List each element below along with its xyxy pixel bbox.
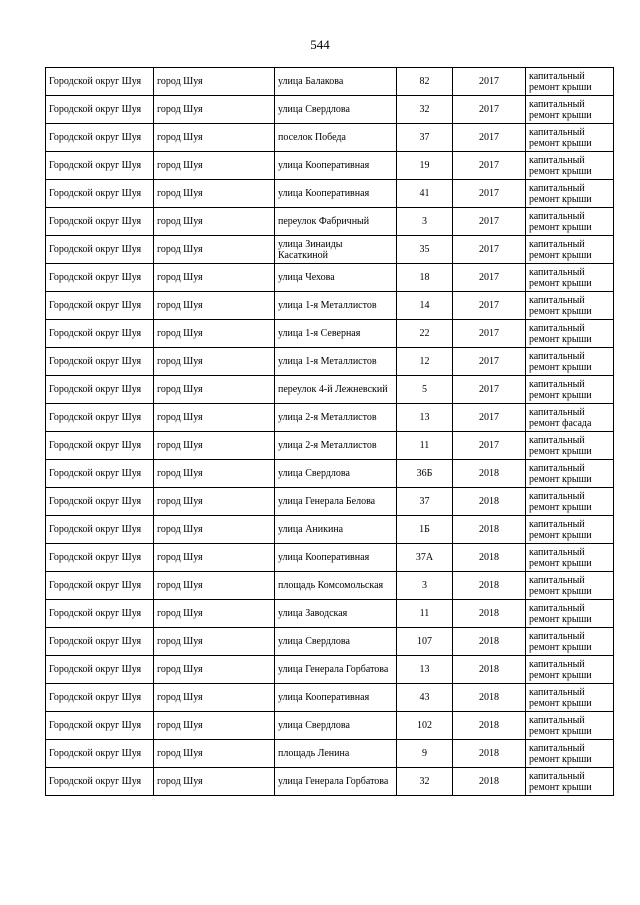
cell-street: улица 2-я Металлистов <box>275 404 397 432</box>
cell-year: 2018 <box>453 600 526 628</box>
cell-city: город Шуя <box>154 516 275 544</box>
cell-house-number: 3 <box>397 208 453 236</box>
page-number: 544 <box>310 37 330 52</box>
cell-street: улица Генерала Горбатова <box>275 656 397 684</box>
cell-street: улица Кооперативная <box>275 152 397 180</box>
cell-year: 2017 <box>453 208 526 236</box>
table-row <box>46 768 614 796</box>
cell-district: Городской округ Шуя <box>46 68 154 96</box>
cell-city: город Шуя <box>154 712 275 740</box>
cell-year: 2018 <box>453 516 526 544</box>
cell-district: Городской округ Шуя <box>46 628 154 656</box>
cell-city: город Шуя <box>154 320 275 348</box>
cell-work-type: капитальный ремонт крыши <box>526 236 614 264</box>
cell-work-type: капитальный ремонт крыши <box>526 768 614 796</box>
cell-street: улица Чехова <box>275 264 397 292</box>
table-row <box>46 628 614 656</box>
cell-work-type: капитальный ремонт крыши <box>526 740 614 768</box>
cell-street: поселок Победа <box>275 124 397 152</box>
cell-city: город Шуя <box>154 684 275 712</box>
cell-city: город Шуя <box>154 292 275 320</box>
cell-district: Городской округ Шуя <box>46 208 154 236</box>
table-row <box>46 544 614 572</box>
table-row <box>46 656 614 684</box>
cell-district: Городской округ Шуя <box>46 348 154 376</box>
cell-city: город Шуя <box>154 124 275 152</box>
cell-work-type: капитальный ремонт крыши <box>526 180 614 208</box>
cell-work-type: капитальный ремонт крыши <box>526 264 614 292</box>
cell-year: 2018 <box>453 768 526 796</box>
cell-street: улица Свердлова <box>275 96 397 124</box>
cell-district: Городской округ Шуя <box>46 656 154 684</box>
cell-city: город Шуя <box>154 740 275 768</box>
table-row <box>46 124 614 152</box>
cell-work-type: капитальный ремонт крыши <box>526 376 614 404</box>
table-row <box>46 600 614 628</box>
cell-year: 2018 <box>453 460 526 488</box>
cell-street: улица Аникина <box>275 516 397 544</box>
cell-district: Городской округ Шуя <box>46 292 154 320</box>
cell-street: улица Генерала Горбатова <box>275 768 397 796</box>
table-row <box>46 740 614 768</box>
table-row <box>46 208 614 236</box>
cell-year: 2017 <box>453 376 526 404</box>
cell-work-type: капитальный ремонт крыши <box>526 348 614 376</box>
cell-district: Городской округ Шуя <box>46 460 154 488</box>
table-row <box>46 460 614 488</box>
cell-house-number: 1Б <box>397 516 453 544</box>
cell-work-type: капитальный ремонт крыши <box>526 320 614 348</box>
table-row <box>46 376 614 404</box>
cell-street: улица 1-я Северная <box>275 320 397 348</box>
cell-year: 2017 <box>453 96 526 124</box>
cell-work-type: капитальный ремонт крыши <box>526 712 614 740</box>
cell-city: город Шуя <box>154 376 275 404</box>
cell-year: 2017 <box>453 124 526 152</box>
cell-city: город Шуя <box>154 544 275 572</box>
cell-year: 2018 <box>453 488 526 516</box>
cell-year: 2018 <box>453 740 526 768</box>
cell-street: площадь Комсомольская <box>275 572 397 600</box>
cell-district: Городской округ Шуя <box>46 236 154 264</box>
housing-repair-table <box>45 67 614 796</box>
cell-house-number: 35 <box>397 236 453 264</box>
cell-work-type: капитальный ремонт крыши <box>526 292 614 320</box>
cell-year: 2017 <box>453 152 526 180</box>
cell-street: улица Свердлова <box>275 712 397 740</box>
cell-district: Городской округ Шуя <box>46 544 154 572</box>
cell-work-type: капитальный ремонт крыши <box>526 656 614 684</box>
table-row <box>46 404 614 432</box>
cell-district: Городской округ Шуя <box>46 404 154 432</box>
cell-house-number: 13 <box>397 404 453 432</box>
cell-street: улица 2-я Металлистов <box>275 432 397 460</box>
cell-year: 2017 <box>453 348 526 376</box>
cell-district: Городской округ Шуя <box>46 264 154 292</box>
cell-house-number: 5 <box>397 376 453 404</box>
cell-city: город Шуя <box>154 656 275 684</box>
cell-street: улица Зинаиды Касаткиной <box>275 236 397 264</box>
cell-district: Городской округ Шуя <box>46 516 154 544</box>
cell-district: Городской округ Шуя <box>46 96 154 124</box>
cell-house-number: 37 <box>397 488 453 516</box>
cell-year: 2017 <box>453 292 526 320</box>
table-row <box>46 96 614 124</box>
cell-year: 2017 <box>453 404 526 432</box>
cell-house-number: 22 <box>397 320 453 348</box>
cell-city: город Шуя <box>154 152 275 180</box>
cell-city: город Шуя <box>154 180 275 208</box>
table-row <box>46 432 614 460</box>
cell-year: 2017 <box>453 236 526 264</box>
cell-district: Городской округ Шуя <box>46 376 154 404</box>
cell-city: город Шуя <box>154 628 275 656</box>
cell-work-type: капитальный ремонт крыши <box>526 544 614 572</box>
cell-city: город Шуя <box>154 264 275 292</box>
cell-year: 2017 <box>453 432 526 460</box>
cell-district: Городской округ Шуя <box>46 124 154 152</box>
cell-street: улица Свердлова <box>275 460 397 488</box>
cell-street: улица Балакова <box>275 68 397 96</box>
cell-city: город Шуя <box>154 572 275 600</box>
cell-work-type: капитальный ремонт крыши <box>526 600 614 628</box>
cell-district: Городской округ Шуя <box>46 152 154 180</box>
cell-year: 2018 <box>453 712 526 740</box>
cell-district: Городской округ Шуя <box>46 180 154 208</box>
cell-house-number: 9 <box>397 740 453 768</box>
cell-district: Городской округ Шуя <box>46 600 154 628</box>
cell-work-type: капитальный ремонт крыши <box>526 152 614 180</box>
cell-district: Городской округ Шуя <box>46 572 154 600</box>
table-row <box>46 152 614 180</box>
cell-work-type: капитальный ремонт крыши <box>526 208 614 236</box>
cell-street: улица Кооперативная <box>275 180 397 208</box>
table-row <box>46 516 614 544</box>
cell-city: город Шуя <box>154 348 275 376</box>
cell-house-number: 82 <box>397 68 453 96</box>
cell-city: город Шуя <box>154 460 275 488</box>
cell-year: 2017 <box>453 320 526 348</box>
table-row <box>46 488 614 516</box>
cell-street: улица Заводская <box>275 600 397 628</box>
cell-house-number: 107 <box>397 628 453 656</box>
cell-city: город Шуя <box>154 208 275 236</box>
cell-house-number: 14 <box>397 292 453 320</box>
cell-street: улица 1-я Металлистов <box>275 292 397 320</box>
cell-city: город Шуя <box>154 488 275 516</box>
cell-work-type: капитальный ремонт крыши <box>526 96 614 124</box>
cell-house-number: 37 <box>397 124 453 152</box>
cell-district: Городской округ Шуя <box>46 740 154 768</box>
cell-district: Городской округ Шуя <box>46 320 154 348</box>
cell-city: город Шуя <box>154 68 275 96</box>
cell-year: 2017 <box>453 264 526 292</box>
cell-year: 2018 <box>453 684 526 712</box>
cell-year: 2018 <box>453 572 526 600</box>
cell-city: город Шуя <box>154 404 275 432</box>
table-row <box>46 68 614 96</box>
cell-district: Городской округ Шуя <box>46 768 154 796</box>
cell-work-type: капитальный ремонт крыши <box>526 488 614 516</box>
cell-street: переулок Фабричный <box>275 208 397 236</box>
cell-house-number: 13 <box>397 656 453 684</box>
cell-house-number: 32 <box>397 768 453 796</box>
cell-house-number: 18 <box>397 264 453 292</box>
cell-work-type: капитальный ремонт крыши <box>526 124 614 152</box>
cell-city: город Шуя <box>154 600 275 628</box>
cell-house-number: 3 <box>397 572 453 600</box>
cell-street: улица Генерала Белова <box>275 488 397 516</box>
cell-year: 2018 <box>453 544 526 572</box>
cell-street: улица 1-я Металлистов <box>275 348 397 376</box>
cell-district: Городской округ Шуя <box>46 432 154 460</box>
cell-city: город Шуя <box>154 432 275 460</box>
cell-work-type: капитальный ремонт крыши <box>526 628 614 656</box>
cell-street: улица Свердлова <box>275 628 397 656</box>
cell-house-number: 19 <box>397 152 453 180</box>
cell-work-type: капитальный ремонт крыши <box>526 460 614 488</box>
table-row <box>46 348 614 376</box>
cell-street: улица Кооперативная <box>275 684 397 712</box>
cell-work-type: капитальный ремонт крыши <box>526 432 614 460</box>
cell-house-number: 41 <box>397 180 453 208</box>
cell-house-number: 43 <box>397 684 453 712</box>
cell-work-type: капитальный ремонт фасада <box>526 404 614 432</box>
cell-work-type: капитальный ремонт крыши <box>526 68 614 96</box>
table-row <box>46 712 614 740</box>
cell-house-number: 37А <box>397 544 453 572</box>
cell-city: город Шуя <box>154 236 275 264</box>
cell-work-type: капитальный ремонт крыши <box>526 684 614 712</box>
cell-city: город Шуя <box>154 768 275 796</box>
cell-work-type: капитальный ремонт крыши <box>526 572 614 600</box>
cell-street: улица Кооперативная <box>275 544 397 572</box>
cell-year: 2017 <box>453 180 526 208</box>
cell-house-number: 11 <box>397 600 453 628</box>
cell-district: Городской округ Шуя <box>46 712 154 740</box>
table-row <box>46 236 614 264</box>
cell-house-number: 12 <box>397 348 453 376</box>
table-body <box>46 68 614 796</box>
cell-house-number: 36Б <box>397 460 453 488</box>
cell-street: переулок 4-й Лежневский <box>275 376 397 404</box>
table-row <box>46 320 614 348</box>
cell-house-number: 102 <box>397 712 453 740</box>
table-row <box>46 264 614 292</box>
table-row <box>46 292 614 320</box>
cell-year: 2018 <box>453 628 526 656</box>
cell-year: 2017 <box>453 68 526 96</box>
cell-city: город Шуя <box>154 96 275 124</box>
cell-house-number: 11 <box>397 432 453 460</box>
cell-work-type: капитальный ремонт крыши <box>526 516 614 544</box>
cell-district: Городской округ Шуя <box>46 488 154 516</box>
cell-district: Городской округ Шуя <box>46 684 154 712</box>
cell-house-number: 32 <box>397 96 453 124</box>
table-row <box>46 572 614 600</box>
cell-street: площадь Ленина <box>275 740 397 768</box>
table-row <box>46 684 614 712</box>
table-row <box>46 180 614 208</box>
cell-year: 2018 <box>453 656 526 684</box>
